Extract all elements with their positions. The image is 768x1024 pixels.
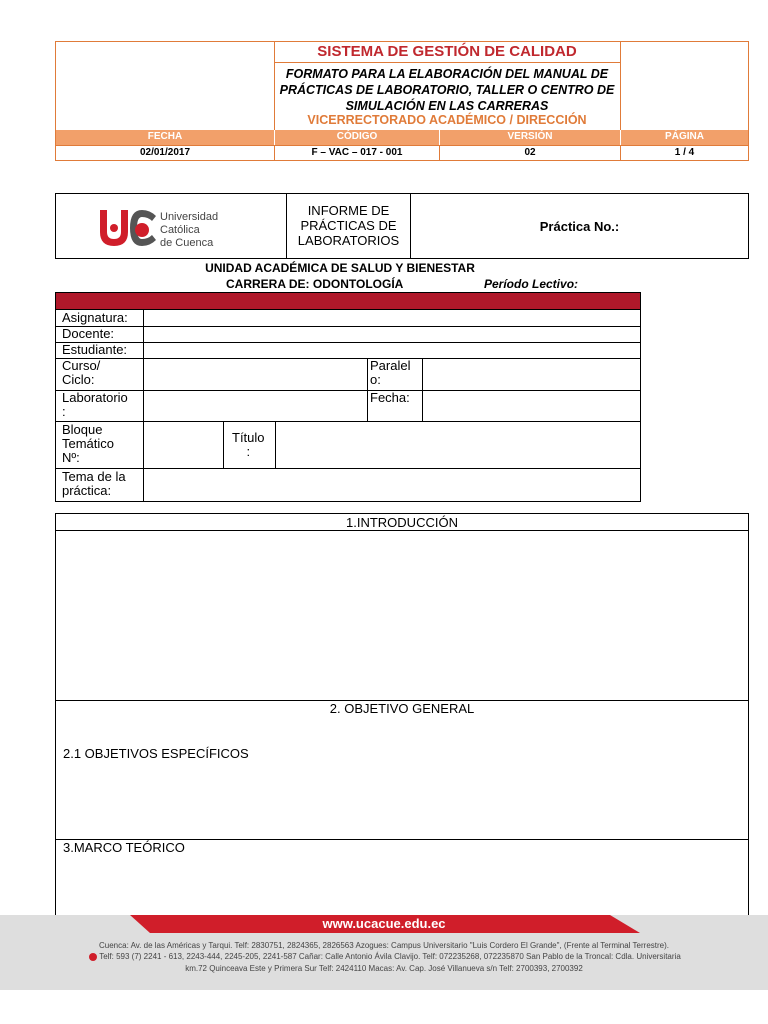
form-header-bar — [56, 293, 640, 309]
label-line: Laboratorio — [62, 390, 128, 405]
tema-practica-label — [62, 470, 126, 498]
paralelo-field[interactable] — [423, 359, 640, 390]
titulo-label — [232, 431, 265, 459]
website-link[interactable]: www.ucacue.edu.ec — [322, 916, 446, 931]
curso-ciclo-field[interactable] — [144, 359, 367, 390]
phone-icon — [89, 953, 97, 961]
header-divider — [620, 42, 621, 130]
university-name-line: Católica — [160, 224, 200, 236]
label-line: Curso/ — [62, 358, 101, 373]
label-line: práctica: — [62, 483, 112, 498]
report-title-line: INFORME DE — [307, 203, 390, 218]
form-line — [367, 358, 368, 421]
docente-field[interactable] — [144, 327, 640, 342]
format-title-line: SIMULACIÓN EN LAS CARRERAS — [345, 99, 549, 113]
career-label: CARRERA DE: ODONTOLOGÍA — [226, 277, 404, 291]
university-name-line: Universidad — [160, 211, 219, 223]
format-title-line: PRÁCTICAS DE LABORATORIO, TALLER O CENTRO DE — [279, 83, 615, 97]
report-title-line: LABORATORIOS — [297, 233, 400, 248]
pagina-value: 1 / 4 — [674, 147, 695, 158]
laboratorio-field[interactable] — [144, 391, 367, 421]
label-line: Nº: — [62, 450, 80, 465]
quality-header-table — [55, 41, 749, 161]
fecha-value: 02/01/2017 — [139, 147, 191, 158]
university-name-line: de Cuenca — [160, 237, 214, 249]
laboratorio-label — [62, 391, 128, 419]
version-value: 02 — [524, 147, 536, 158]
paralelo-label — [370, 359, 410, 387]
page-footer — [0, 915, 768, 990]
footer-text: Telf: 593 (7) 2241 - 613, 2243-444, 2245-205, 2241-587 Cañar: Calle Antonio Ávila Clavijo. Telf: 072235268, 072235870 San Pablo de la Troncal: Cdla. Universitaria — [99, 952, 681, 961]
codigo-label: CÓDIGO — [275, 130, 439, 145]
fecha-field[interactable] — [423, 391, 640, 421]
marco-teorico-heading: 3.MARCO TEÓRICO — [63, 840, 185, 855]
practice-number-label: Práctica No.: — [539, 219, 620, 234]
label-line: Ciclo: — [62, 372, 95, 387]
label-line: Tema de la — [62, 469, 126, 484]
objetivos-especificos-heading: 2.1 OBJETIVOS ESPECÍFICOS — [63, 746, 249, 761]
report-title — [287, 203, 410, 248]
asignatura-label: Asignatura: — [62, 310, 128, 325]
tema-practica-field[interactable] — [144, 469, 640, 501]
pagina-label: PÁGINA — [621, 130, 748, 145]
curso-ciclo-label — [62, 359, 100, 387]
header-divider — [274, 62, 620, 63]
introduccion-heading: 1.INTRODUCCIÓN — [346, 515, 458, 530]
label-line: Temático — [62, 436, 115, 451]
form-line — [223, 421, 224, 468]
label-line: o: — [370, 372, 381, 387]
objetivo-general-heading: 2. OBJETIVO GENERAL — [329, 701, 475, 716]
label-line: Paralel — [370, 358, 411, 373]
system-title: SISTEMA DE GESTIÓN DE CALIDAD — [317, 43, 577, 60]
footer-address-line: km.72 Quinceava Este y Primera Sur Telf: 2424110 Macas: Av. Cap. José Villanueva s/n Telf: 2700393, 2700392 — [185, 964, 583, 973]
label-line: : — [246, 444, 251, 459]
docente-label: Docente: — [62, 326, 115, 341]
bloque-tematico-label — [62, 423, 114, 465]
report-content — [55, 513, 749, 947]
period-label: Período Lectivo: — [484, 277, 579, 291]
titulo-field[interactable] — [276, 422, 640, 468]
asignatura-field[interactable] — [144, 310, 640, 326]
label-line: Bloque — [62, 422, 103, 437]
department-title: VICERRECTORADO ACADÉMICO / DIRECCIÓN — [307, 113, 587, 127]
label-line: Título — [232, 430, 265, 445]
academic-unit: UNIDAD ACADÉMICA DE SALUD Y BIENESTAR — [205, 261, 475, 275]
codigo-value: F – VAC – 017 - 001 — [311, 147, 403, 158]
footer-address-line: Cuenca: Av. de las Américas y Tarqui. Telf: 2830751, 2824365, 2826563 Azogues: Campus Universitario "Luis Cordero El Grande", (Frente al Terminal Terrestre). — [99, 941, 669, 950]
footer-address-line — [0, 952, 768, 961]
introduccion-area[interactable] — [56, 531, 748, 700]
format-title-line: FORMATO PARA LA ELABORACIÓN DEL MANUAL DE — [285, 67, 609, 81]
report-title-line: PRÁCTICAS DE — [300, 218, 397, 233]
estudiante-label: Estudiante: — [62, 342, 128, 357]
fecha-label: FECHA — [56, 130, 274, 145]
fecha-label: Fecha: — [370, 390, 410, 405]
bloque-tematico-field[interactable] — [144, 422, 223, 468]
estudiante-field[interactable] — [144, 343, 640, 358]
report-header-block — [55, 193, 749, 259]
format-title — [274, 66, 620, 114]
student-info-form — [55, 292, 641, 502]
version-label: VERSIÓN — [440, 130, 620, 145]
label-line: : — [62, 404, 66, 419]
university-name — [160, 211, 218, 250]
university-logo-icon — [98, 208, 158, 248]
